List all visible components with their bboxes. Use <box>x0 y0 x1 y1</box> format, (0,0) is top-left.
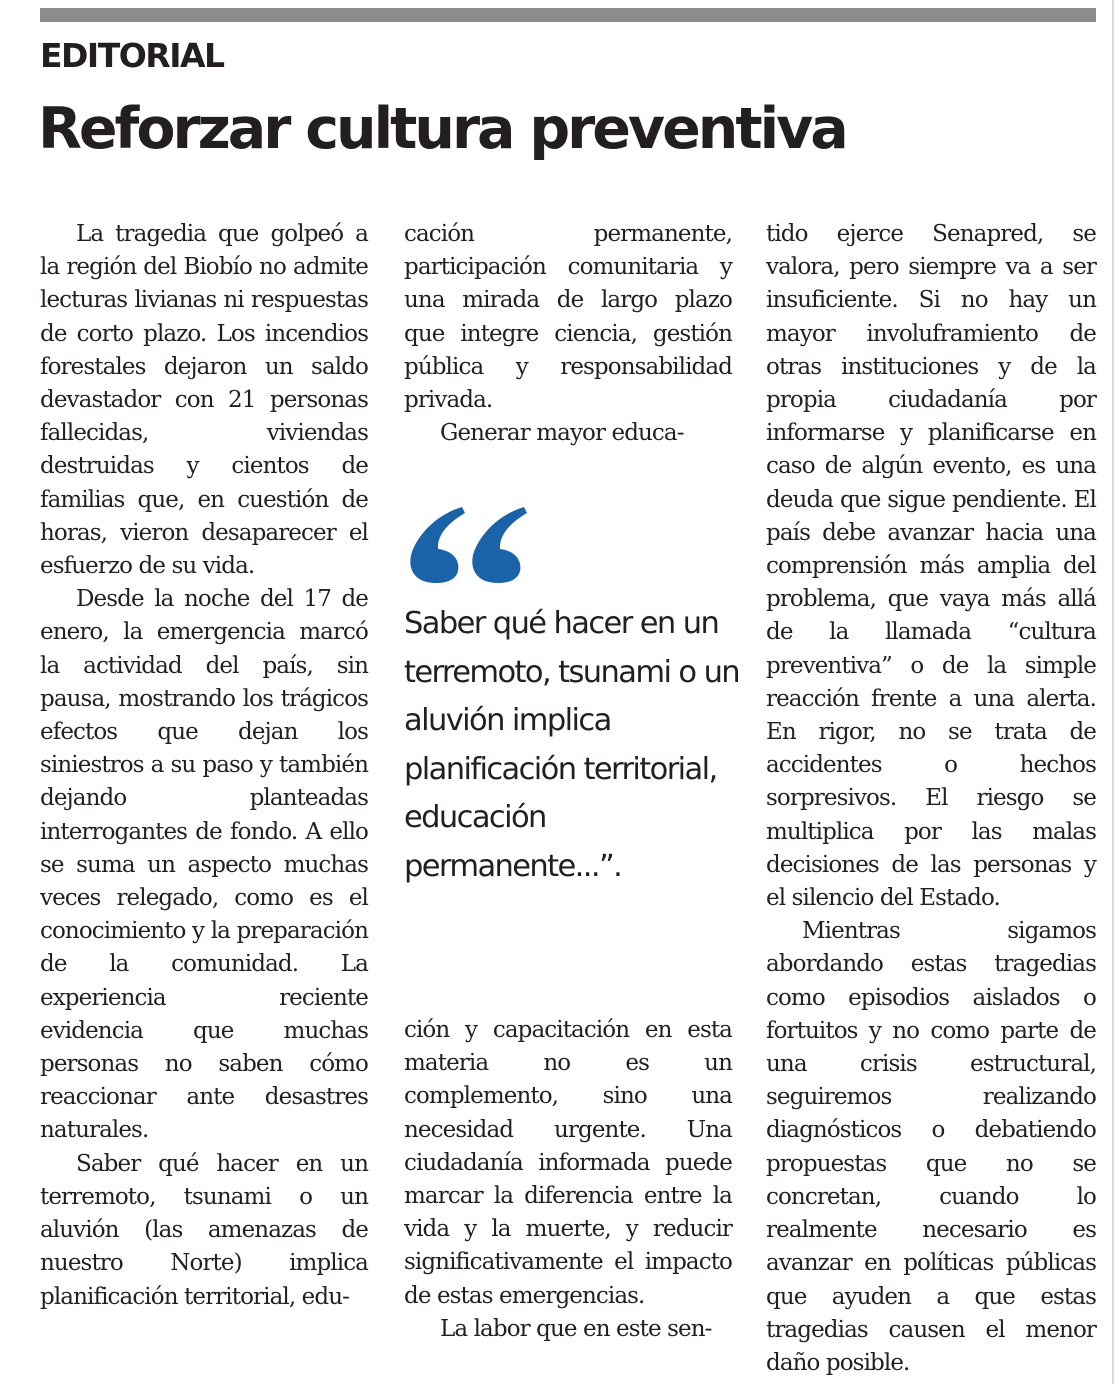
paragraph: tido ejerce Senapred, se valora, pero siempre va a ser insuficiente. Si no hay un mayor involuframiento de otras instituciones y de la propia ciudadanía por informarse y planificarse en caso de algún evento, es una deuda que sigue pendiente. El país debe avanzar hacia una comprensión más amplia del problema, que vaya más allá de la llamada “cultura preventiva” o de la simple reacción frente a una alerta. En rigor, no se trata de accidentes o hechos sorpresivos. El riesgo se multiplica por las malas decisiones de las personas y el silencio del Estado. <box>766 221 1096 912</box>
open-quote-icon <box>404 505 534 585</box>
article-column-1 <box>40 218 368 1314</box>
paragraph: ción y capacitación en esta materia no es un complemento, sino una necesidad urgente. Una ciudadanía informada puede marcar la diferencia entre la vida y la muerte, y reducir significativamente el impacto de estas emergencias. <box>404 1017 732 1309</box>
paragraph: Desde la noche del 17 de enero, la emergencia marcó la actividad del país, sin pausa, mostrando los trágicos efectos que dejan los siniestros a su paso y también dejando planteadas interrogantes de fondo. A ello se suma un aspecto muchas veces relegado, como es el conocimiento y la preparación de la comunidad. La experiencia reciente evidencia que muchas personas no saben cómo reaccionar ante desastres naturales. <box>40 586 368 1144</box>
article-column-3 <box>766 218 1096 1380</box>
headline: Reforzar cultura preventiva <box>38 96 846 162</box>
quote-glyph-right <box>472 507 527 583</box>
quote-glyph-left <box>410 507 465 583</box>
paragraph: Saber qué hacer en un terremoto, tsunami o un aluvión (las amenazas de nuestro Norte) implica planificación territorial, edu- <box>40 1150 368 1310</box>
pull-quote: Saber qué hacer en un terremoto, tsunami o un aluvión implica planificación territorial, educación permanente...”. <box>404 606 740 884</box>
page-edge <box>1112 0 1114 1384</box>
paragraph: Mientras sigamos abordando estas tragedias como episodios aislados o fortuitos y no como parte de una crisis estructural, seguiremos realizando diagnósticos o debatiendo propuestas que no se concretan, cuando lo realmente necesario es avanzar en políticas públicas que ayuden a que estas tragedias causen el menor daño posible. <box>766 918 1096 1376</box>
paragraph: Generar mayor educa- <box>440 420 684 447</box>
paragraph: cación permanente, participación comunitaria y una mirada de largo plazo que integre ciencia, gestión pública y responsabilidad privada. <box>404 221 732 414</box>
top-rule <box>40 8 1096 22</box>
paragraph: La tragedia que golpeó a la región del Biobío no admite lecturas livianas ni respuestas de corto plazo. Los incendios forestales dejaron un saldo devastador con 21 personas fallecidas, viviendas destruidas y cientos de familias que, en cuestión de horas, vieron desaparecer el esfuerzo de su vida. <box>40 221 368 580</box>
article-column-2-top <box>404 218 732 450</box>
article-column-2-bottom <box>404 1014 732 1346</box>
paragraph: La labor que en este sen- <box>440 1315 712 1342</box>
section-label: EDITORIAL <box>40 36 224 75</box>
